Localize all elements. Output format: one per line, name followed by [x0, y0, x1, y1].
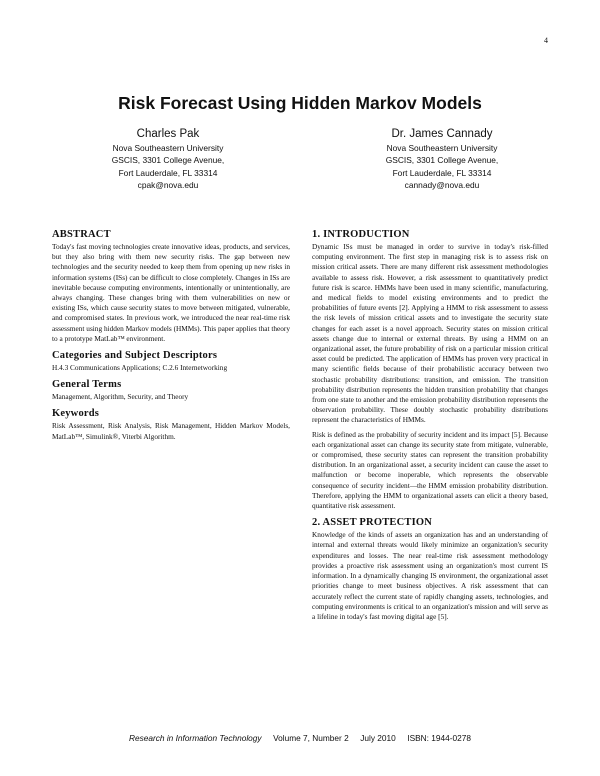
- footer-journal: Research in Information Technology: [129, 733, 262, 743]
- author-address-line: GSCIS, 3301 College Avenue,: [111, 155, 225, 166]
- left-column: [52, 228, 290, 442]
- author-email: cannady@nova.edu: [404, 180, 480, 191]
- author-address-line: GSCIS, 3301 College Avenue,: [385, 155, 499, 166]
- author-address-line: Fort Lauderdale, FL 33314: [118, 167, 218, 178]
- footer-issn: ISBN: 1944-0278: [407, 733, 471, 743]
- author-address-line: Fort Lauderdale, FL 33314: [392, 167, 492, 178]
- footer-date: July 2010: [360, 733, 396, 743]
- author-affiliation: Nova Southeastern University: [386, 143, 498, 153]
- right-column: [312, 228, 548, 622]
- page-number: 4: [544, 36, 548, 45]
- author-name: Dr. James Cannady: [391, 128, 493, 140]
- keywords-text: Risk Assessment, Risk Analysis, Risk Management, Hidden Markov Models, MatLab™, Simulink®, Viterbi Algorithm.: [52, 421, 290, 441]
- page-footer: [0, 733, 600, 743]
- introduction-heading: 1. INTRODUCTION: [312, 229, 410, 240]
- categories-text: H.4.3 Communications Applications; C.2.6 Internetworking: [52, 363, 228, 373]
- general-terms-heading: General Terms: [52, 379, 122, 391]
- footer-volume: Volume 7, Number 2: [273, 733, 349, 743]
- asset-protection-heading: 2. ASSET PROTECTION: [312, 517, 433, 529]
- general-terms-text: Management, Algorithm, Security, and Theory: [52, 392, 189, 402]
- paper-title: Risk Forecast Using Hidden Markov Models: [118, 93, 482, 113]
- author-block-2: [342, 127, 542, 192]
- author-affiliation: Nova Southeastern University: [112, 143, 224, 153]
- abstract-heading: ABSTRACT: [52, 229, 111, 240]
- author-name: Charles Pak: [136, 128, 200, 140]
- introduction-paragraph: Risk is defined as the probability of security incident and its impact [5]. Because each organizational asset can change its security state from mitigate, vulnerable, or compromised, these security states can represent the transition probability distribution. In an organizational asset, a security incident can cause the asset to malfunction or become inoperable, which represents the observable consequence of security incident—the HMM emission probability distribution. Therefore, applying the HMM to organizational assets can elicit a theory based, quantitative risk assessment.: [312, 429, 548, 511]
- abstract-text: Today's fast moving technologies create innovative ideas, products, and services, but they also bring with them new security risks. The gap between new technologies and the security needed to keep them from opening up new risks in information systems (ISs) can be difficult to close completely. Changes in ISs are inevitable because computing environments, intentionally or unintentionally, are always changing. These changes bring with them vulnerabilities on new or existing ISs, which cause security states to move between mitigated, vulnerable, and compromised states. In previous work, we introduced the near real-time risk assessment using hidden Markov models (HMMs). This paper applies that theory to a prototype MatLab™ environment.: [52, 242, 290, 343]
- author-block-1: [68, 127, 268, 192]
- asset-protection-paragraph: Knowledge of the kinds of assets an organization has and an understanding of internal and external threats would likely minimize an organization's security expenditures and losses. The near real-time risk assessment methodology provides a proactive risk assessment using an organization's most current IS information. In a dynamically changing IS environment, the organizational asset priorities change to meet business objectives. A risk assessment that can accurately reflect the current state of rapidly changing assets, technologies, and computing environments is critical to an organization's mission and will serve as a lifeline in today's fast moving digital age [5].: [312, 530, 548, 621]
- introduction-paragraph: Dynamic ISs must be managed in order to survive in today's risk-filled computing environment. The first step in managing risk is to assess risk on mission critical assets. There are many different risk assessment methodologies available to assess risk. However, a risk assessment to quantitatively predict future risk is scarce. HMMs have been used in many scientific, manufacturing, and medical fields to model existing environments and to predict the probabilities of future events [2]. Applying a HMM to risk assessment to assess the risk levels of mission critical assets and to investigate the security state changes for each asset is a novel approach. Security states on mission critical assets change due to internal or external threats. By using a HMM on an organizational asset, the future probability of risk on a particular mission critical asset could be predicted. The application of HMMs has proven very practical in many scientific fields because of their probabilistic accuracy between two stochastic probability distributions: transition, and emission. The transition probability distribution represents the hidden transition probability that changes from one state to another and the emission probability distribution represents the observation probability. These doubly stochastic probability distributions represent the characteristics of HMMs.: [312, 242, 548, 425]
- author-email: cpak@nova.edu: [137, 180, 199, 191]
- keywords-heading: Keywords: [52, 408, 100, 420]
- categories-heading: Categories and Subject Descriptors: [52, 350, 218, 362]
